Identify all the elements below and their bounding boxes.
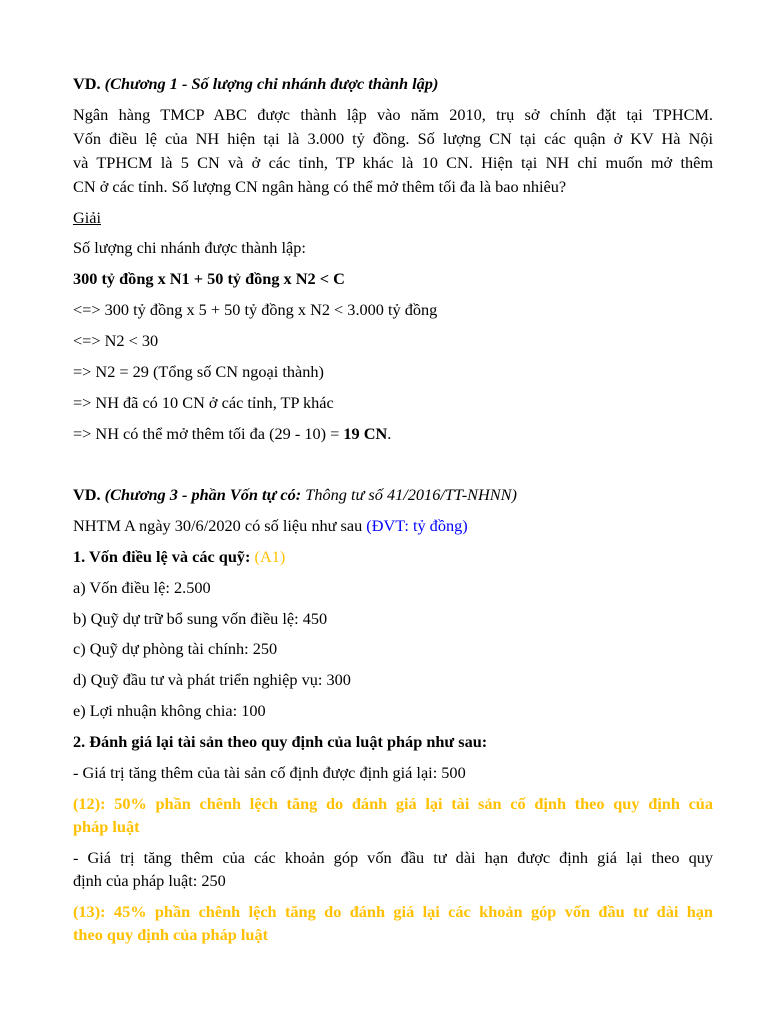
example2-heading bbox=[73, 484, 517, 506]
section1-item-d: d) Quỹ đầu tư và phát triển nghiệp vụ: 300 bbox=[73, 670, 351, 689]
final-suffix: . bbox=[387, 424, 392, 443]
example2-intro bbox=[73, 515, 468, 537]
final-step-text: => NH có thể mở thêm tối đa (29 - 10) = bbox=[73, 424, 344, 443]
step-2: <=> N2 < 30 bbox=[73, 331, 159, 350]
vd-label: VD. bbox=[73, 485, 101, 504]
final-step bbox=[73, 423, 391, 445]
note-12-line-2: pháp luật bbox=[73, 817, 140, 836]
section1-title-text: 1. Vốn điều lệ và các quỹ: bbox=[73, 547, 255, 566]
note-12-line-1: (12): 50% phần chênh lệch tăng do đánh giá lại tài sản cố định theo quy định của bbox=[73, 794, 713, 813]
unit-note: (ĐVT: tỷ đồng) bbox=[366, 516, 468, 535]
section2-item-2-line-1: - Giá trị tăng thêm của các khoản góp vốn đầu tư dài hạn được định giá lại theo quy bbox=[73, 848, 713, 867]
problem-line-4: CN ở các tỉnh. Số lượng CN ngân hàng có thể mở thêm tối đa là bao nhiêu? bbox=[73, 177, 567, 196]
example2-heading-part-a: (Chương 3 - phần Vốn tự có: bbox=[104, 485, 306, 504]
section1-item-b: b) Quỹ dự trữ bổ sung vốn điều lệ: 450 bbox=[73, 609, 328, 628]
example1-heading-text: (Chương 1 - Số lượng chi nhánh được thành lập) bbox=[104, 74, 439, 93]
section2-item-2-line-2: định của pháp luật: 250 bbox=[73, 871, 226, 890]
formula: 300 tỷ đồng x N1 + 50 tỷ đồng x N2 < C bbox=[73, 269, 345, 288]
example2-heading-part-b: Thông tư số 41/2016/TT-NHNN) bbox=[305, 485, 517, 504]
note-13-line-1: (13): 45% phần chênh lệch tăng do đánh giá lại các khoản góp vốn đầu tư dài hạn bbox=[73, 902, 713, 921]
section2-title: 2. Đánh giá lại tài sản theo quy định của luật pháp như sau: bbox=[73, 732, 488, 751]
section1-item-a: a) Vốn điều lệ: 2.500 bbox=[73, 578, 211, 597]
section1-item-e: e) Lợi nhuận không chia: 100 bbox=[73, 701, 266, 720]
final-result: 19 CN bbox=[343, 424, 388, 443]
note-13-line-2: theo quy định của pháp luật bbox=[73, 925, 269, 944]
step-3: => N2 = 29 (Tổng số CN ngoại thành) bbox=[73, 362, 324, 381]
section1-title bbox=[73, 546, 285, 568]
problem-line-3: và TPHCM là 5 CN và ở các tỉnh, TP khác là 10 CN. Hiện tại NH chỉ muốn mở thêm bbox=[73, 153, 713, 172]
section2-item-1: - Giá trị tăng thêm của tài sản cố định được định giá lại: 500 bbox=[73, 763, 466, 782]
example2-intro-text: NHTM A ngày 30/6/2020 có số liệu như sau bbox=[73, 516, 367, 535]
vd-label: VD. bbox=[73, 74, 101, 93]
problem-line-2: Vốn điều lệ của NH hiện tại là 3.000 tỷ đồng. Số lượng CN tại các quận ở KV Hà Nội bbox=[73, 129, 713, 148]
problem-line-1: Ngân hàng TMCP ABC được thành lập vào năm 2010, trụ sở chính đặt tại TPHCM. bbox=[73, 105, 713, 124]
step-4: => NH đã có 10 CN ở các tỉnh, TP khác bbox=[73, 393, 334, 412]
section1-item-c: c) Quỹ dự phòng tài chính: 250 bbox=[73, 639, 278, 658]
example1-heading bbox=[73, 73, 438, 95]
step-1: <=> 300 tỷ đồng x 5 + 50 tỷ đồng x N2 < 3.000 tỷ đồng bbox=[73, 300, 438, 319]
section1-tag: (A1) bbox=[254, 547, 286, 566]
solution-label: Giải bbox=[73, 208, 102, 227]
solution-intro: Số lượng chi nhánh được thành lập: bbox=[73, 238, 306, 257]
